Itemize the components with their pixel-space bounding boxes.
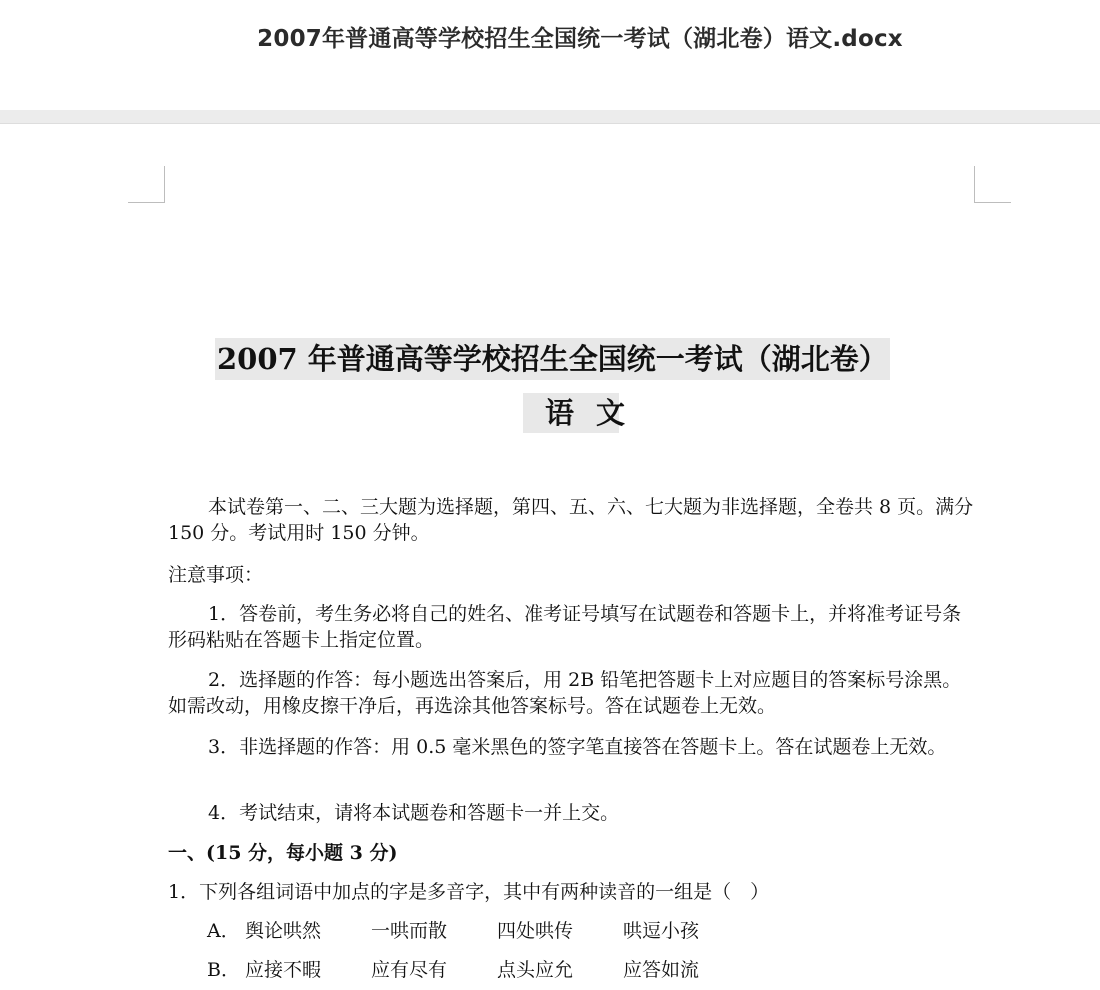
page-margin-corner-right xyxy=(974,166,1011,203)
toolbar-divider xyxy=(0,110,1100,124)
intro-paragraph: 本试卷第一、二、三大题为选择题，第四、五、六、七大题为非选择题，全卷共 8 页。满分 150 分。考试用时 150 分钟。 xyxy=(168,496,974,544)
option-word: 四处哄传 xyxy=(497,920,574,942)
page-margin-corner-left xyxy=(128,166,165,203)
option-word: 一哄而散 xyxy=(371,920,448,942)
option-word: 应接不暇 xyxy=(245,959,322,981)
option-row-a xyxy=(207,918,749,944)
option-word: 点头应允 xyxy=(497,959,574,981)
notice-item-4: 4．考试结束，请将本试题卷和答题卡一并上交。 xyxy=(208,802,620,824)
document-page xyxy=(0,124,1100,990)
title-bar xyxy=(0,0,1100,110)
option-word: 哄逗小孩 xyxy=(623,920,700,942)
option-letter: A． xyxy=(207,920,240,942)
notice-item-2: 2．选择题的作答：每小题选出答案后，用 2B 铅笔把答题卡上对应题目的答案标号涂黑。如需改动，用橡皮擦干净后，再选涂其他答案标号。答在试题卷上无效。 xyxy=(168,669,962,717)
option-row-b xyxy=(207,957,749,983)
section-heading: 一、(15 分，每小题 3 分) xyxy=(168,842,398,864)
document-title: 2007 年普通高等学校招生全国统一考试（湖北卷） xyxy=(215,338,890,380)
option-letter: B． xyxy=(207,959,240,981)
notice-heading: 注意事项： xyxy=(168,564,264,586)
option-word: 应有尽有 xyxy=(371,959,448,981)
notice-item-3: 3．非选择题的作答：用 0.5 毫米黑色的签字笔直接答在答题卡上。答在试题卷上无效。 xyxy=(208,736,947,758)
document-filename: 2007年普通高等学校招生全国统一考试（湖北卷）语文.docx xyxy=(257,26,903,52)
option-word: 舆论哄然 xyxy=(245,920,322,942)
option-word: 应答如流 xyxy=(623,959,700,981)
document-subtitle: 语文 xyxy=(523,393,619,433)
notice-item-1: 1．答卷前，考生务必将自己的姓名、准考证号填写在试题卷和答题卡上，并将准考证号条形码粘贴在答题卡上指定位置。 xyxy=(168,603,962,651)
question-1: 1．下列各组词语中加点的字是多音字，其中有两种读音的一组是（ ） xyxy=(168,881,770,903)
